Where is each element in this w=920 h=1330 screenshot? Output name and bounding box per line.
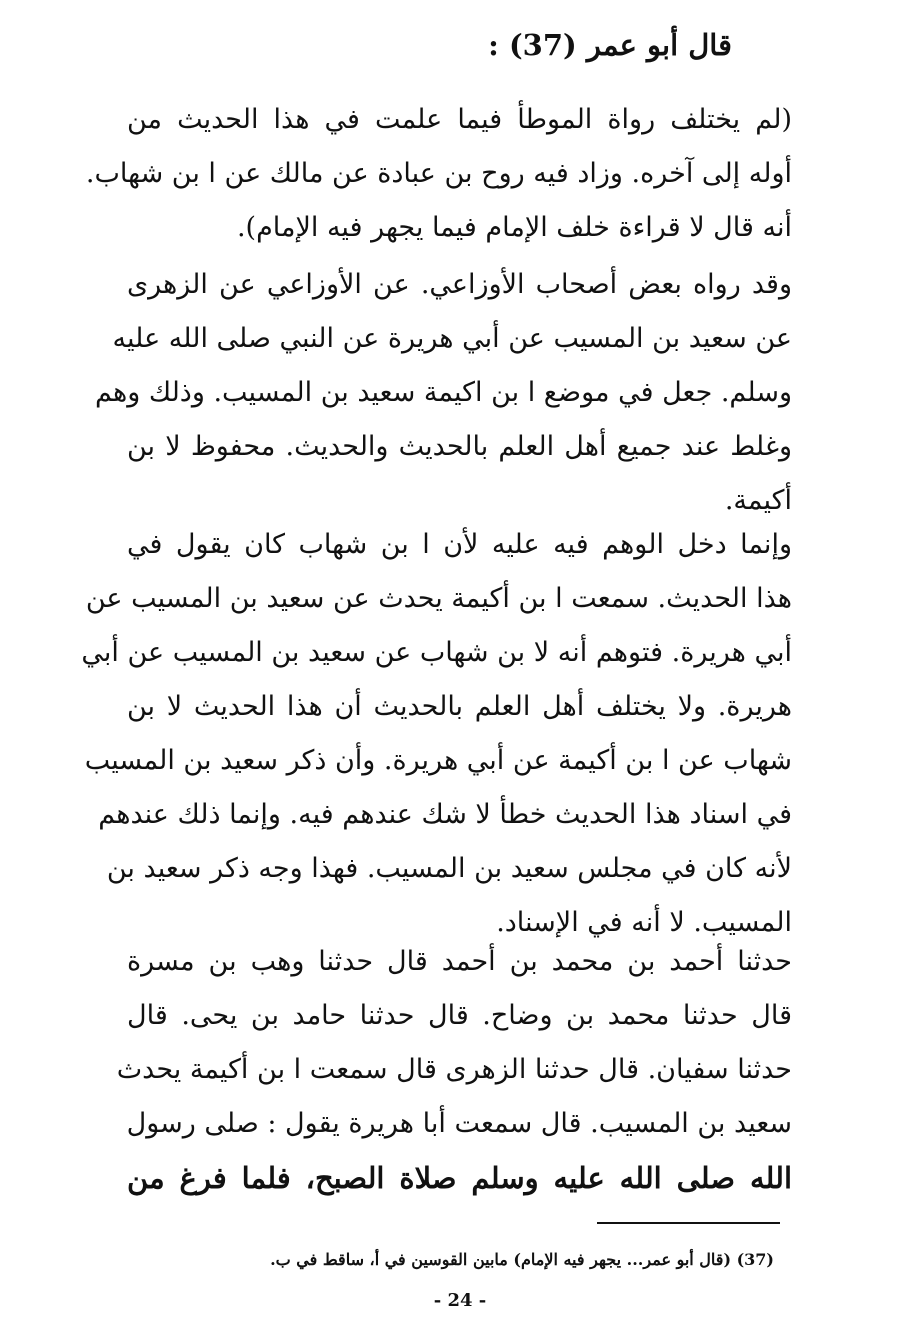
text-line: وقد رواه بعض أصحاب الأوزاعي. عن الأوزاعي عن الزهرى [127,269,792,300]
text-line: (لم يختلف رواة الموطأ فيما علمت في هذا الحديث من [127,104,792,135]
text-line: وغلط عند جميع أهل العلم بالحديث والحديث. محفوظ لا بن [127,431,792,462]
text-line: الله صلى الله عليه وسلم صلاة الصبح، فلما فرغ من [127,1161,792,1195]
page-number: - 24 - [433,1290,487,1311]
text-line: أبي هريرة. فتوهم أنه لا بن شهاب عن سعيد بن المسيب عن أبي [81,637,792,668]
text-line: هذا الحديث. سمعت ا بن أكيمة يحدث عن سعيد بن المسيب عن [85,583,792,614]
paragraph-3 [81,518,792,950]
text-line: لأنه كان في مجلس سعيد بن المسيب. فهذا وجه ذكر سعيد بن [106,853,792,884]
text-line: حدثنا سفيان. قال حدثنا الزهرى قال سمعت ا بن أكيمة يحدث [116,1054,792,1085]
text-line: قال حدثنا محمد بن وضاح. قال حدثنا حامد بن يحى. قال [127,1000,792,1031]
text-line: في اسناد هذا الحديث خطأ لا شك عندهم فيه. وإنما ذلك عندهم [98,799,792,830]
text-line: شهاب عن ا بن أكيمة عن أبي هريرة. وأن ذكر سعيد بن المسيب [84,745,792,776]
text-line: وإنما دخل الوهم فيه عليه لأن ا بن شهاب كان يقول في [127,529,792,560]
text-line: عن سعيد بن المسيب عن أبي هريرة عن النبي صلى الله عليه [112,323,792,354]
text-line: وسلم. جعل في موضع ا بن اكيمة سعيد بن المسيب. وذلك وهم [95,377,792,408]
paragraph-1 [85,93,792,255]
footnote: (37) (قال أبو عمر... يجهر فيه الإمام) مابين القوسين في أ، ساقط في ب. [270,1250,774,1269]
text-line: أوله إلى آخره. وزاد فيه روح بن عبادة عن مالك عن ا بن شهاب. [85,158,792,189]
text-line: حدثنا أحمد بن محمد بن أحمد قال حدثنا وهب بن مسرة [127,946,792,977]
footnote-divider [597,1222,780,1224]
paragraph-2 [95,258,792,528]
section-heading: قال أبو عمر (37) : [488,28,732,62]
text-line: هريرة. ولا يختلف أهل العلم بالحديث أن هذا الحديث لا بن [127,691,792,722]
text-line: سعيد بن المسيب. قال سمعت أبا هريرة يقول : صلى رسول [126,1108,792,1139]
text-line: أنه قال لا قراءة خلف الإمام فيما يجهر فيه الإمام). [236,212,792,243]
paragraph-4 [116,935,792,1205]
text-line: أكيمة. [724,485,792,516]
text-line: المسيب. لا أنه في الإسناد. [496,907,792,938]
